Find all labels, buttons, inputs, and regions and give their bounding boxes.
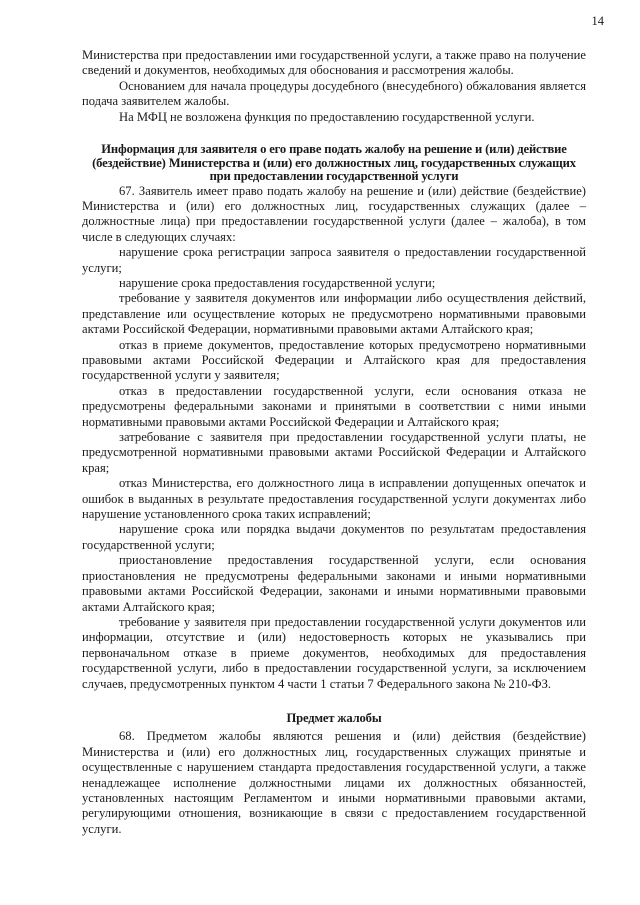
paragraph: Министерства при предоставлении ими государственной услуги, а также право на получение сведений и документов, необходимых для обоснования и рассмотрения жалобы.: [82, 48, 586, 78]
paragraph: Основанием для начала процедуры досудебного (внесудебного) обжалования является подача заявителем жалобы.: [82, 78, 586, 109]
list-item: нарушение срока регистрации запроса заявителя о предоставлении государственной услуги;: [82, 245, 586, 275]
paragraph: На МФЦ не возложена функция по предоставлению государственной услуги.: [119, 109, 535, 124]
section-heading-complaint-subject: Предмет жалобы: [286, 710, 382, 725]
list-item: требование у заявителя при предоставлении государственной услуги документов или информации, отсутствие и (или) недостоверность которых не указывались при первоначальном отказе в приеме документов, необходимых для предоставления государственной услуги, либо в предоставлении государственной услуги, за исключением случаев, предусмотренных пунктом 4 части 1 статьи 7 Федерального закона № 210-ФЗ.: [82, 614, 586, 691]
section-heading-complaint-rights: Информация для заявителя о его праве подать жалобу на решение и (или) действие (бездействие) Министерства и (или) его должностных лиц, государственных служащих при предоставлении государственной услуги: [92, 142, 576, 184]
list-item: нарушение срока или порядка выдачи документов по результатам предоставления государственной услуги;: [82, 522, 586, 552]
page-number: 14: [591, 14, 604, 28]
paragraph: 67. Заявитель имеет право подать жалобу на решение и (или) действие (бездействие) Министерства и (или) его должностных лиц, государственных служащих (далее – должностные лица) при предоставлении государственной услуги (далее – жалоба), в том числе в следующих случаях:: [82, 183, 586, 244]
list-item: приостановление предоставления государственной услуги, если основания приостановления не предусмотрены федеральными законами и иными нормативными правовыми актами Российской Федерации, законами и иными нормативными правовыми актами Алтайского края;: [82, 553, 586, 614]
list-item: отказ в предоставлении государственной услуги, если основания отказа не предусмотрены федеральными законами и принятыми в соответствии с ними иными нормативными правовыми актами Российской Федерации и Алтайского края;: [82, 383, 586, 429]
list-item: нарушение срока предоставления государственной услуги;: [119, 275, 436, 290]
list-item: отказ Министерства, его должностного лица в исправлении допущенных опечаток и ошибок в выданных в результате предоставления государственной услуги документах либо нарушение установленного срока таких исправлений;: [82, 476, 586, 522]
list-item: отказ в приеме документов, предоставление которых предусмотрено нормативными правовыми актами Российской Федерации и Алтайского края для предоставления государственной услуги у заявителя;: [82, 337, 586, 383]
list-item: требование у заявителя документов или информации либо осуществления действий, представление или осуществление которых не предусмотрено нормативными правовыми актами Российской Федерации, нормативными правовыми актами Алтайского края;: [82, 291, 586, 337]
paragraph: 68. Предметом жалобы являются решения и (или) действия (бездействие) Министерства и (или) его должностных лиц, государственных служащих принятые и осуществленные с нарушением стандарта предоставления государственной услуги, а также ненадлежащее исполнение должностными лицами их должностных обязанностей, установленных настоящим Регламентом и иными нормативными правовыми актами, регулирующими отношения, возникающие в связи с предоставлением государственной услуги.: [82, 729, 586, 836]
list-item: затребование с заявителя при предоставлении государственной услуги платы, не предусмотренной нормативными правовыми актами Российской Федерации и Алтайского края;: [82, 430, 586, 475]
